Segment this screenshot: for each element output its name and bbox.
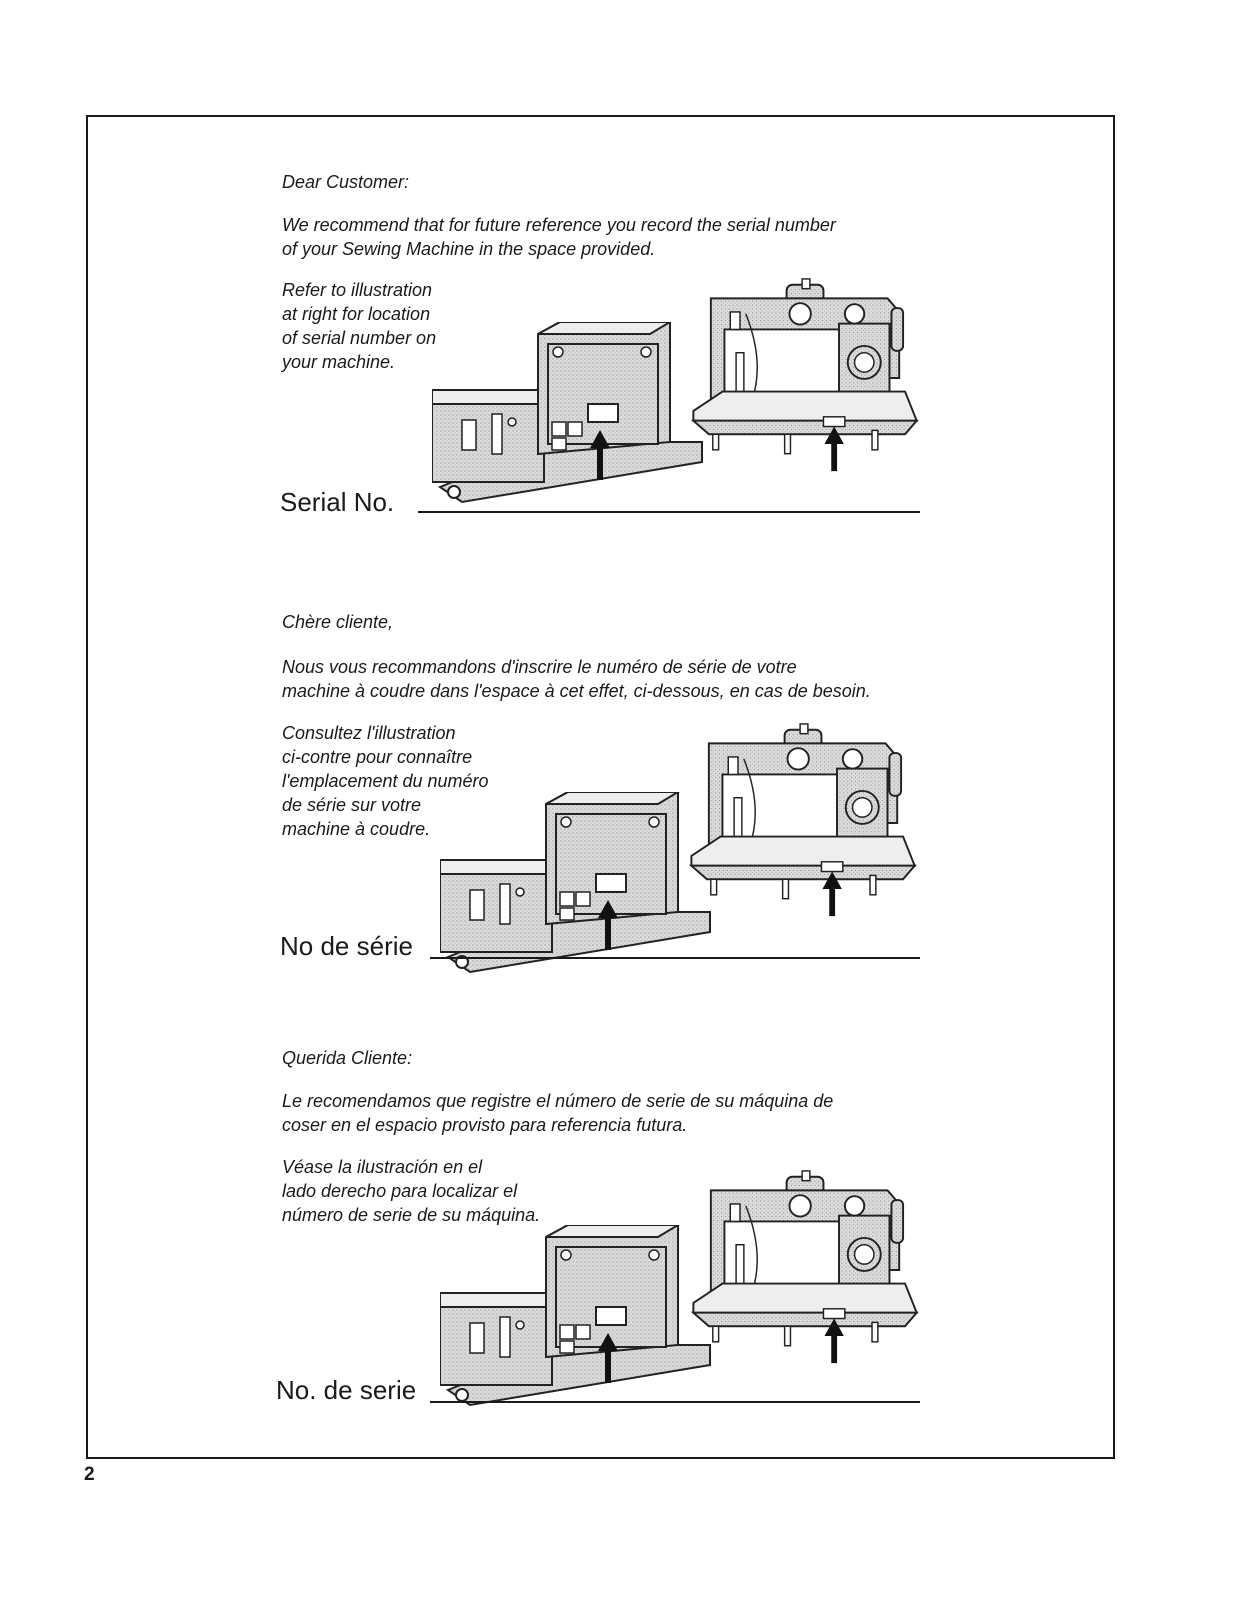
refer-line: of serial number on bbox=[282, 328, 437, 348]
refer-line: your machine. bbox=[282, 352, 396, 372]
sewing-machine-illustration bbox=[686, 1169, 926, 1369]
refer-line: ci-contre pour connaître bbox=[282, 747, 473, 767]
greeting: Dear Customer: bbox=[282, 172, 410, 192]
refer-line: Véase la ilustración en el bbox=[282, 1157, 483, 1177]
instruction-paragraph bbox=[282, 213, 902, 261]
refer-line: de série sur votre bbox=[282, 795, 422, 815]
serial-number-line[interactable] bbox=[430, 1401, 920, 1403]
sewing-machine-illustration bbox=[684, 722, 924, 922]
refer-line: número de serie de su máquina. bbox=[282, 1205, 541, 1225]
page-number: 2 bbox=[84, 1464, 95, 1485]
serial-number-line[interactable] bbox=[418, 511, 920, 513]
refer-text bbox=[282, 1155, 602, 1227]
underside-illustration bbox=[440, 1225, 720, 1415]
paragraph-line: Nous vous recommandons d'inscrire le numéro de série de votre bbox=[282, 657, 797, 677]
serial-number-label: No de série bbox=[280, 931, 413, 961]
page-frame bbox=[86, 115, 1115, 1459]
refer-line: machine à coudre. bbox=[282, 819, 431, 839]
refer-line: Consultez l'illustration bbox=[282, 723, 456, 743]
underside-illustration bbox=[432, 322, 712, 512]
greeting: Chère cliente, bbox=[282, 612, 394, 632]
paragraph-line: of your Sewing Machine in the space provided. bbox=[282, 239, 656, 259]
instruction-paragraph bbox=[282, 1089, 922, 1137]
refer-line: Refer to illustration bbox=[282, 280, 433, 300]
underside-illustration bbox=[440, 792, 720, 982]
serial-number-label: No. de serie bbox=[276, 1375, 417, 1405]
paragraph-line: Le recomendamos que registre el número de serie de su máquina de bbox=[282, 1091, 834, 1111]
refer-line: l'emplacement du numéro bbox=[282, 771, 489, 791]
sewing-machine-illustration bbox=[686, 277, 926, 477]
greeting: Querida Cliente: bbox=[282, 1048, 413, 1068]
instruction-paragraph bbox=[282, 655, 932, 703]
refer-line: lado derecho para localizar el bbox=[282, 1181, 518, 1201]
serial-number-line[interactable] bbox=[430, 957, 920, 959]
paragraph-line: coser en el espacio provisto para referencia futura. bbox=[282, 1115, 688, 1135]
paragraph-line: machine à coudre dans l'espace à cet effet, ci-dessous, en cas de besoin. bbox=[282, 681, 871, 701]
paragraph-line: We recommend that for future reference you record the serial number bbox=[282, 215, 836, 235]
serial-number-label: Serial No. bbox=[280, 487, 395, 517]
refer-line: at right for location bbox=[282, 304, 431, 324]
